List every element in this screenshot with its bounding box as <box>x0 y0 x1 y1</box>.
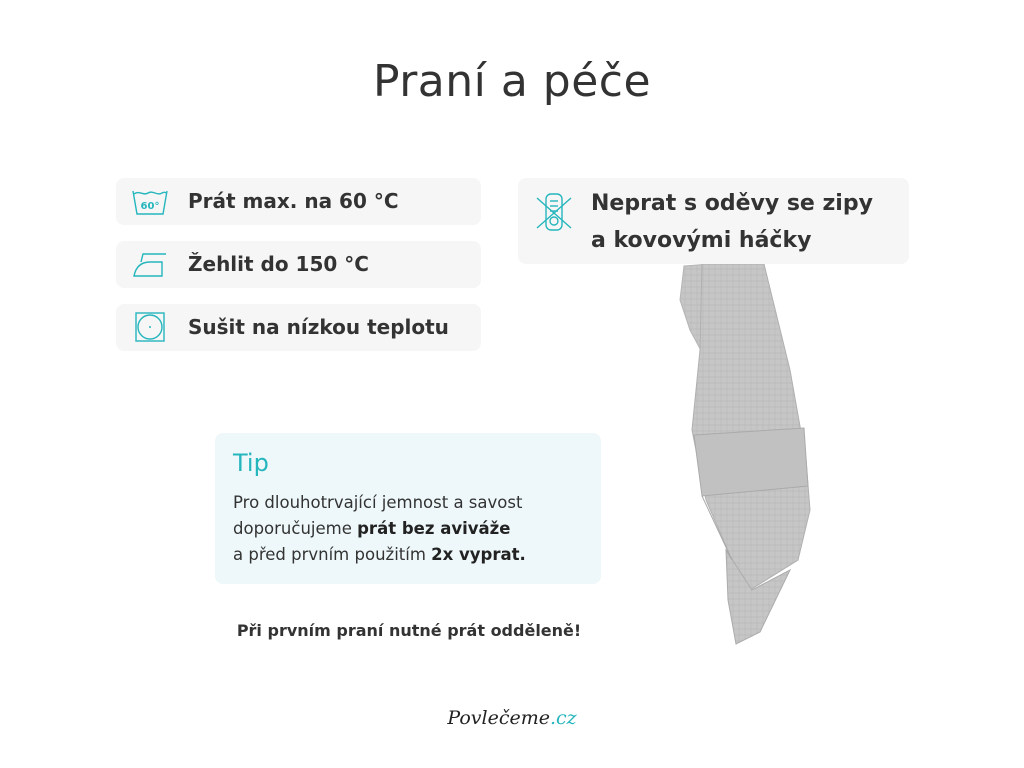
no-zipper-icon <box>534 192 574 232</box>
tumble-dry-low-icon <box>132 311 168 344</box>
tip-title: Tip <box>233 449 269 477</box>
wash-separately-note: Při prvním praní nutné prát odděleně! <box>236 621 582 640</box>
brand-logo-main: Povlečeme <box>447 707 550 729</box>
care-label-iron: Žehlit do 150 °C <box>188 252 369 276</box>
towel-image <box>640 260 840 650</box>
tip-text <box>233 490 526 568</box>
care-label-wash: Prát max. na 60 °C <box>188 189 399 213</box>
tip-line-3-bold: 2x vyprat. <box>431 545 526 564</box>
care-label-dry: Sušit na nízkou teplotu <box>188 315 449 339</box>
tip-line-2-bold: prát bez aviváže <box>357 519 511 538</box>
care-item-dry <box>116 304 481 351</box>
tip-line-2 <box>233 516 526 542</box>
no-zipper-line-1: Neprat s oděvy se zipy <box>591 191 873 216</box>
care-item-no-zipper <box>518 178 909 264</box>
tip-line-3 <box>233 542 526 568</box>
tip-line-1: Pro dlouhotrvající jemnost a savost <box>233 493 523 512</box>
page-title: Praní a péče <box>372 56 652 107</box>
wash-temperature-label: 60° <box>140 201 160 212</box>
brand-logo-suffix: .cz <box>549 707 577 729</box>
tip-line-3-text: a před prvním použitím <box>233 545 432 564</box>
brand-logo <box>0 707 1024 729</box>
tip-box <box>215 433 601 584</box>
care-item-iron <box>116 241 481 288</box>
iron-icon <box>132 248 168 281</box>
tip-line-2-text: doporučujeme <box>233 519 358 538</box>
care-item-wash <box>116 178 481 225</box>
no-zipper-line-2: a kovovými háčky <box>591 228 812 253</box>
wash-60-icon <box>132 185 168 218</box>
no-zipper-label <box>591 185 873 259</box>
